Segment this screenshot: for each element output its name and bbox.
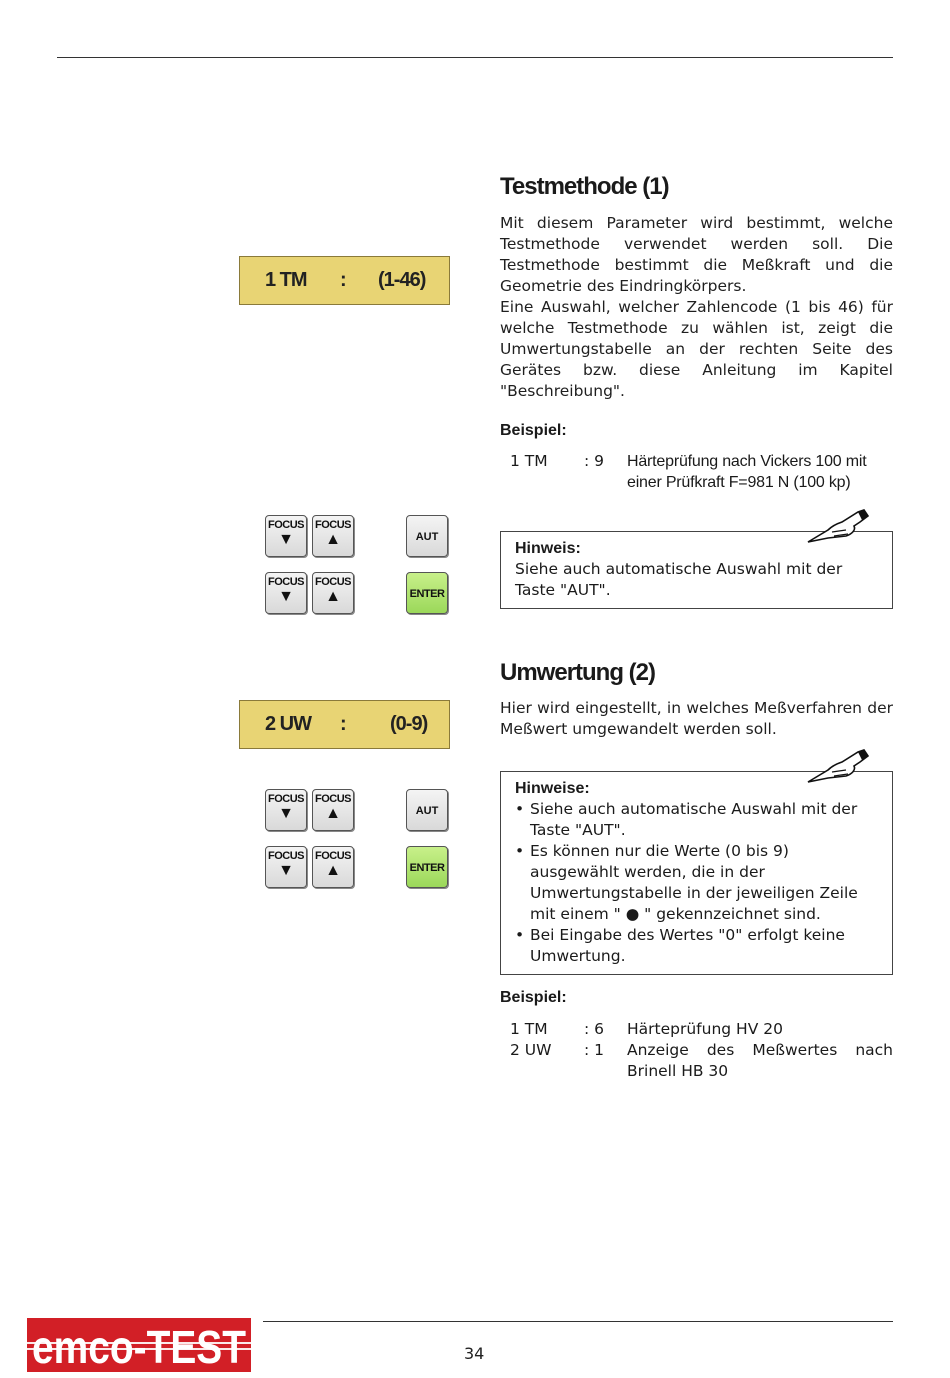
focus-label: FOCUS <box>315 793 351 805</box>
section-title-umwertung: Umwertung (2) <box>500 659 655 686</box>
notes-box <box>500 771 893 975</box>
example-label: Beispiel: <box>500 422 567 439</box>
page-number: 34 <box>464 1344 485 1363</box>
example-desc: Anzeige des Meßwertes nach Brinell HB 30 <box>627 1041 893 1080</box>
focus-up-button[interactable] <box>312 846 354 888</box>
section-title-testmethode: Testmethode (1) <box>500 173 669 200</box>
bottom-rule <box>263 1321 893 1322</box>
example-label: Beispiel: <box>500 989 567 1006</box>
lcd-param: 1 TM <box>265 269 307 291</box>
enter-button[interactable]: ENTER <box>406 846 448 888</box>
list-item: • Bei Eingabe des Wertes "0" erfolgt keine Umwertung. <box>515 925 878 967</box>
example-row <box>510 1019 893 1040</box>
logo-text: emco-TEST <box>32 1321 246 1373</box>
notes-title: Hinweise: <box>515 780 590 797</box>
focus-up-button[interactable] <box>312 515 354 557</box>
lcd-colon: : <box>340 713 346 735</box>
example-value: : 6 <box>584 1020 605 1038</box>
list-item: • Es können nur die Werte (0 bis 9) ausgewählt werden, die in der Umwertungstabelle in der jeweiligen Zeile mit einem " ● " gekennzeichnet sind. <box>515 841 878 925</box>
enter-button[interactable]: ENTER <box>406 572 448 614</box>
list-item: • Siehe auch automatische Auswahl mit der Taste "AUT". <box>515 799 878 841</box>
focus-down-button[interactable] <box>265 515 307 557</box>
aut-button[interactable]: AUT <box>406 515 448 557</box>
example-row <box>510 1040 893 1082</box>
arrow-up-icon: ▲ <box>325 862 341 879</box>
example-value: : 1 <box>584 1041 605 1059</box>
focus-label: FOCUS <box>315 850 351 862</box>
lcd-colon: : <box>340 269 346 291</box>
lcd-display-testmethode <box>239 256 450 305</box>
emco-test-logo <box>27 1318 251 1372</box>
focus-down-button[interactable] <box>265 846 307 888</box>
focus-up-button[interactable] <box>312 572 354 614</box>
focus-label: FOCUS <box>268 793 304 805</box>
arrow-up-icon: ▲ <box>325 531 341 548</box>
lcd-param: 2 UW <box>265 713 311 735</box>
example-row <box>510 451 893 493</box>
note-text: Siehe auch automatische Auswahl mit der Taste "AUT". <box>515 560 843 599</box>
pointing-hand-icon <box>806 508 870 546</box>
example-value: : 9 <box>584 452 605 470</box>
arrow-down-icon: ▼ <box>278 805 294 822</box>
paragraph: Hier wird eingestellt, in welches Meßverfahren der Meßwert umgewandelt werden soll. <box>500 699 893 738</box>
focus-label: FOCUS <box>315 519 351 531</box>
lcd-display-umwertung <box>239 700 450 749</box>
lcd-range: (0-9) <box>390 713 428 735</box>
focus-down-button[interactable] <box>265 789 307 831</box>
example-code: 1 TM <box>510 452 548 470</box>
notes-list <box>515 799 878 967</box>
arrow-up-icon: ▲ <box>325 588 341 605</box>
example-code: 2 UW <box>510 1041 552 1059</box>
note-box <box>500 531 893 609</box>
focus-label: FOCUS <box>268 850 304 862</box>
lcd-range: (1-46) <box>378 269 426 291</box>
arrow-down-icon: ▼ <box>278 531 294 548</box>
aut-button[interactable]: AUT <box>406 789 448 831</box>
example-code: 1 TM <box>510 1020 548 1038</box>
paragraph: Eine Auswahl, welcher Zahlencode (1 bis 46) für welche Testmethode zu wählen ist, zeigt die Umwertungstabelle an der rechten Seite des Gerätes bzw. diese Anleitung im Kapitel "Beschreibung". <box>500 298 893 400</box>
example-desc: Härteprüfung HV 20 <box>627 1020 783 1038</box>
focus-up-button[interactable] <box>312 789 354 831</box>
note-title: Hinweis: <box>515 540 581 557</box>
focus-down-button[interactable] <box>265 572 307 614</box>
arrow-up-icon: ▲ <box>325 805 341 822</box>
focus-label: FOCUS <box>315 576 351 588</box>
focus-label: FOCUS <box>268 576 304 588</box>
example-desc: Härteprüfung nach Vickers 100 mit einer Prüfkraft F=981 N (100 kp) <box>627 453 867 491</box>
paragraph: Mit diesem Parameter wird bestimmt, welche Testmethode verwendet werden soll. Die Testmethode bestimmt die Meßkraft und die Geometrie des Eindringkörpers. <box>500 214 893 295</box>
top-rule <box>57 57 893 58</box>
focus-label: FOCUS <box>268 519 304 531</box>
arrow-down-icon: ▼ <box>278 588 294 605</box>
pointing-hand-icon <box>806 748 870 786</box>
arrow-down-icon: ▼ <box>278 862 294 879</box>
